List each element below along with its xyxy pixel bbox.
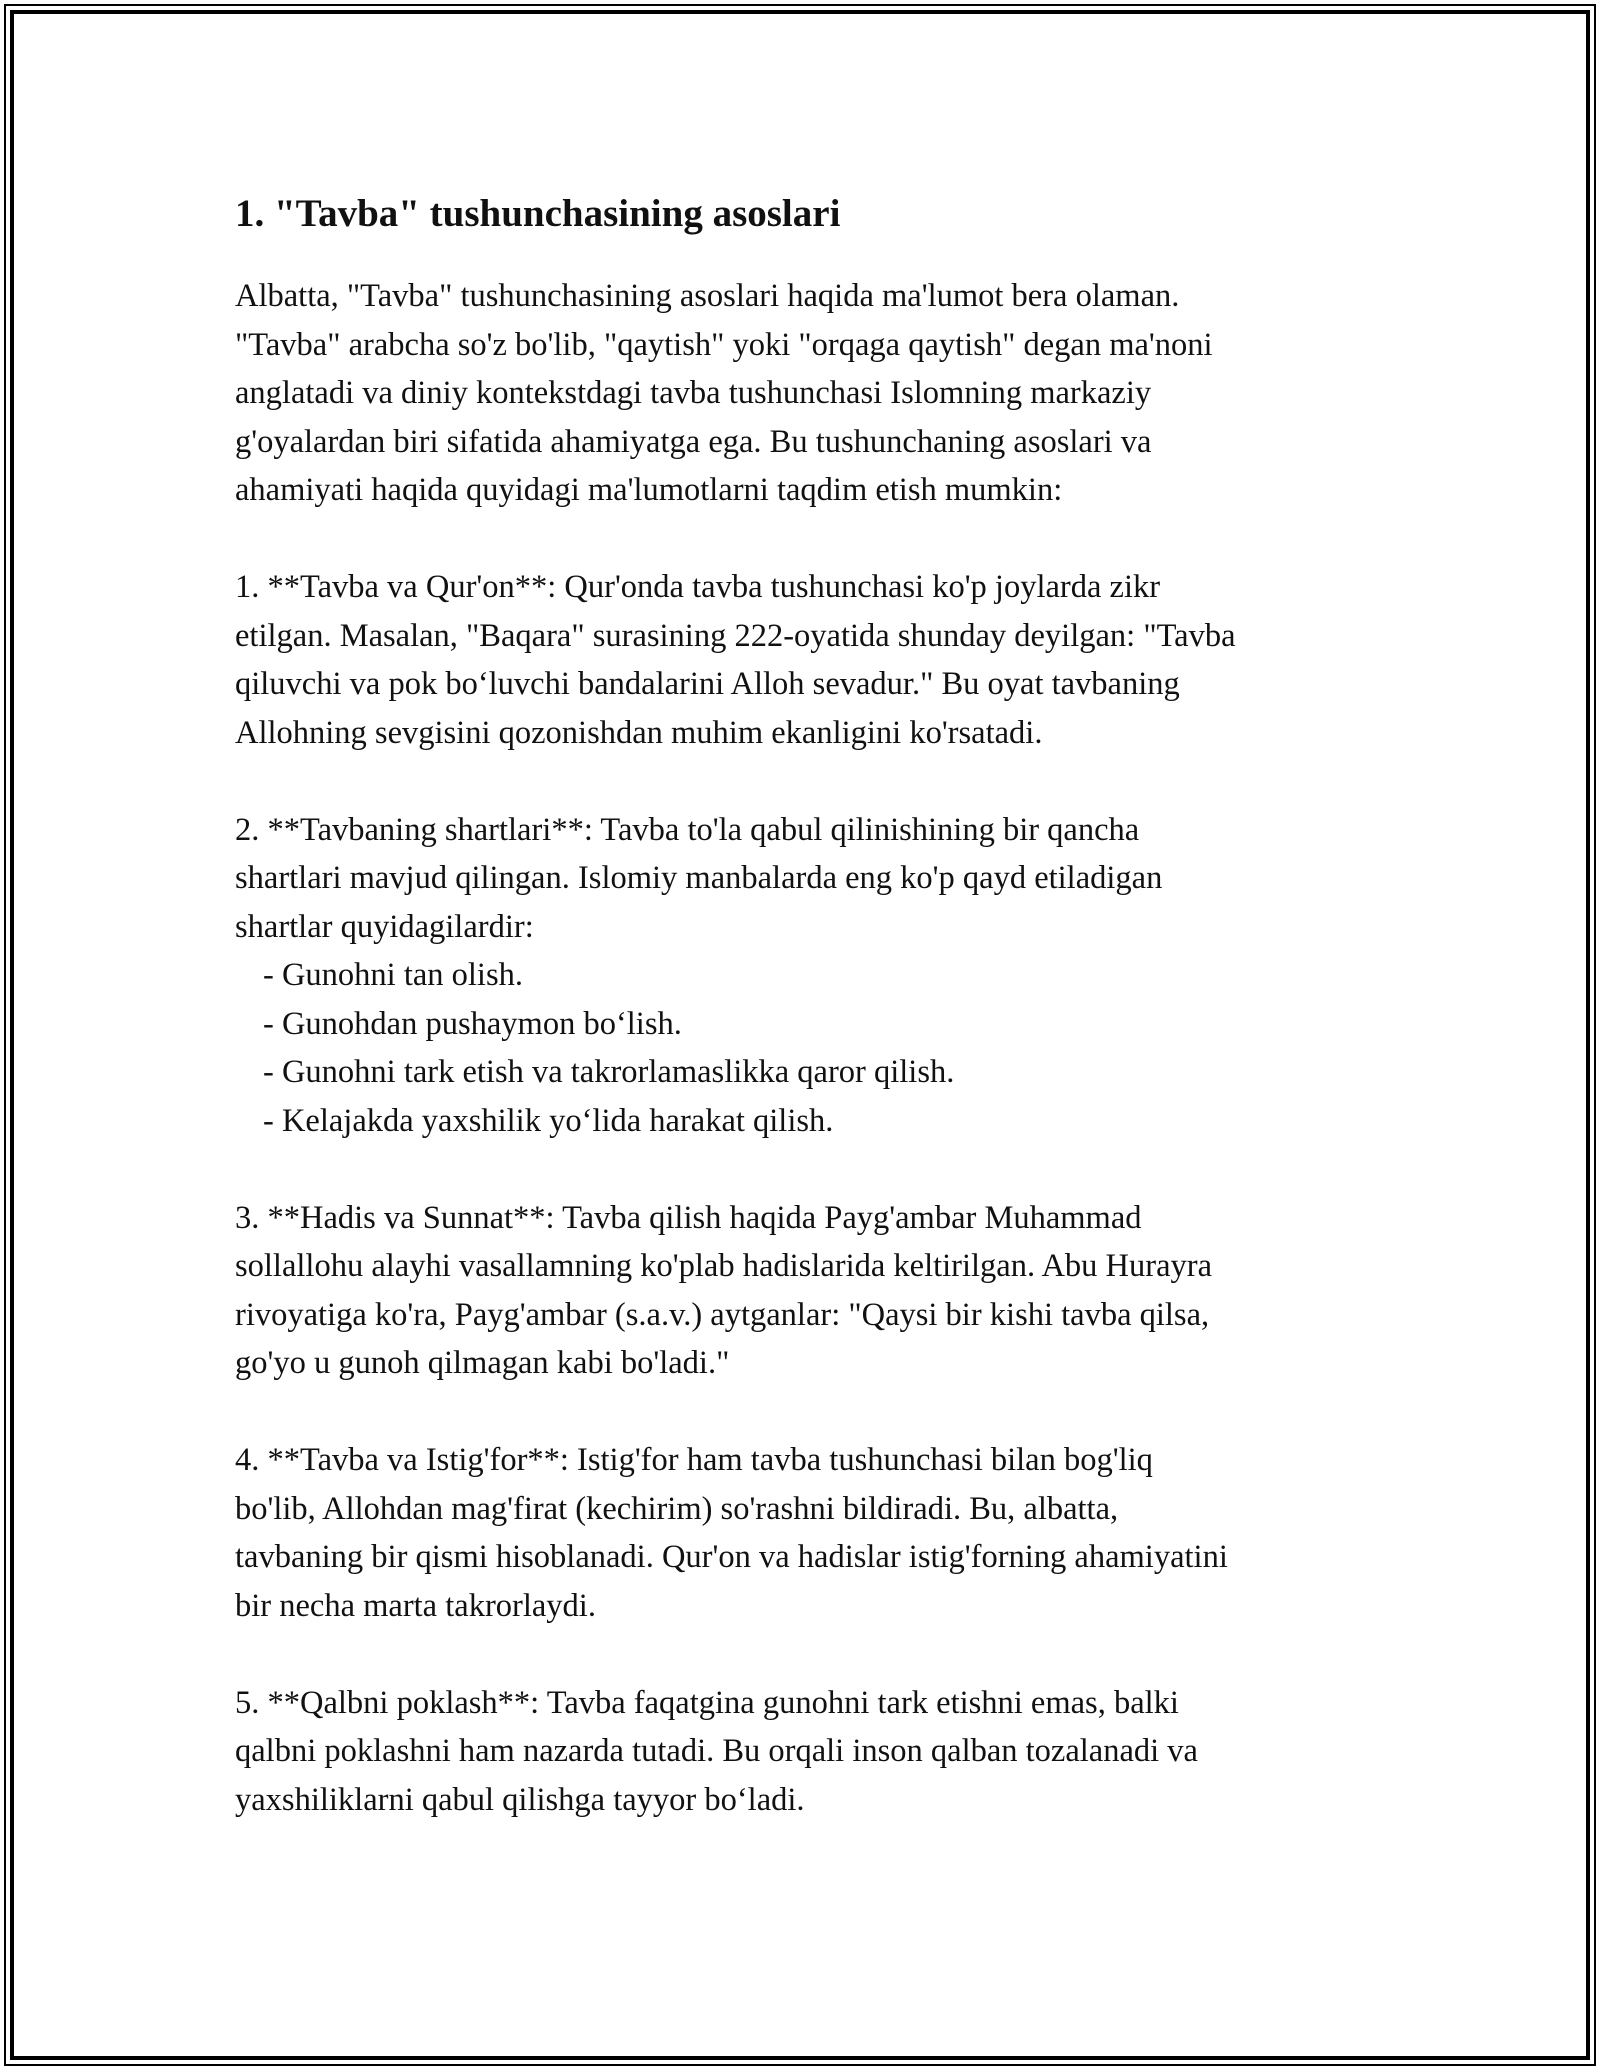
condition-bullet: - Gunohni tan olish.: [263, 957, 523, 993]
list-item-tavba-quran: 1. **Tavba va Qur'on**: Qur'onda tavba tushunchasi ko'p joylarda zikr etilgan. Masalan, "Baqara" surasining 222-oyatida shunday deyilgan: "Tavba qiluvchi va pok bo‘luvchi bandalarini Alloh sevadur." Bu oyat tavbaning Allohning sevgisini qozonishdan muhim ekanligini ko'rsatadi.: [235, 569, 1236, 751]
document-body: [235, 188, 1385, 1824]
list-item-heart-purification: 5. **Qalbni poklash**: Tavba faqatgina gunohni tark etishni emas, balki qalbni poklashni ham nazarda tutadi. Bu orqali inson qalban tozalanadi va yaxshiliklarni qabul qilishga tayyor bo‘ladi.: [235, 1684, 1198, 1818]
list-item-tavba-conditions-text: 2. **Tavbaning shartlari**: Tavba to'la qabul qilinishining bir qancha shartlari mavjud qilingan. Islomiy manbalarda eng ko'p qayd etiladigan shartlar quyidagilardir:: [235, 811, 1163, 945]
list-item-tavba-istighfar: 4. **Tavba va Istig'for**: Istig'for ham tavba tushunchasi bilan bog'liq bo'lib, Allohdan mag'firat (kechirim) so'rashni bildiradi. Bu, albatta, tavbaning bir qismi hisoblanadi. Qur'on va hadislar istig'forning ahamiyatini bir necha marta takrorlaydi.: [235, 1442, 1228, 1624]
section-heading: 1. "Tavba" tushunchasining asoslari: [235, 192, 841, 235]
list-item-hadith-sunnah: 3. **Hadis va Sunnat**: Tavba qilish haqida Payg'ambar Muhammad sollallohu alayhi vasallamning ko'plab hadislarida keltirilgan. Abu Hurayra rivoyatiga ko'ra, Payg'ambar (s.a.v.) aytganlar: "Qaysi bir kishi tavba qilsa, go'yo u gunoh qilmagan kabi bo'ladi.": [235, 1199, 1212, 1381]
condition-bullet: - Gunohni tark etish va takrorlamaslikka qaror qilish.: [263, 1054, 955, 1090]
intro-paragraph: Albatta, "Tavba" tushunchasining asoslari haqida ma'lumot bera olaman. "Tavba" arabcha so'z bo'lib, "qaytish" yoki "orqaga qaytish" degan ma'noni anglatadi va diniy kontekstdagi tavba tushunchasi Islomning markaziy g'oyalardan biri sifatida ahamiyatga ega. Bu tushunchaning asoslari va ahamiyati haqida quyidagi ma'lumotlarni taqdim etish mumkin:: [235, 278, 1213, 508]
condition-bullet: - Kelajakda yaxshilik yo‘lida harakat qilish.: [263, 1102, 834, 1139]
list-item-tavba-conditions: [235, 806, 1385, 1146]
condition-bullet: - Gunohdan pushaymon bo‘lish.: [263, 1005, 682, 1042]
